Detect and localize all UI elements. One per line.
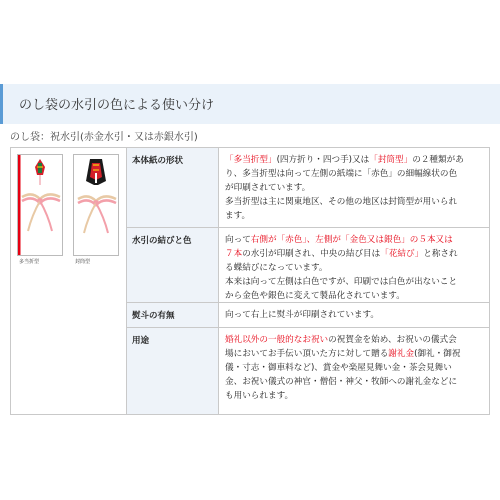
body-text: 本来は向って左側は白色ですが、印刷では白色が出ないこと <box>225 277 458 287</box>
body-text: も用いられます。 <box>225 391 294 401</box>
page-title: のし袋の水引の色による使い分け <box>19 98 215 113</box>
text-line <box>225 233 483 247</box>
text-line <box>225 209 483 223</box>
text-line <box>225 167 483 181</box>
text-line <box>225 275 483 289</box>
text-line <box>225 333 483 347</box>
row-body-shape <box>219 148 489 228</box>
envelope-tatouori-label: 多当折型 <box>19 259 40 265</box>
body-text: 向って右上に熨斗が印刷されています。 <box>225 310 380 320</box>
highlight-text: ７本 <box>225 249 243 259</box>
text-line <box>225 389 483 403</box>
row-head-noshi: 熨斗の有無 <box>127 303 219 328</box>
body-text: ます。 <box>225 211 251 221</box>
body-text: 向って <box>225 235 251 245</box>
envelope-futou-drawing <box>74 155 118 255</box>
envelope-image-cell <box>11 148 127 414</box>
body-text: の祝賀金を始め、お祝いの儀式会 <box>328 335 457 345</box>
body-text: (御礼・御祝 <box>414 349 461 359</box>
highlight-text: 「花結び」 <box>380 249 424 259</box>
text-line <box>225 153 483 167</box>
body-text: 場においてお手伝い頂いた方に対して贈る <box>225 349 389 359</box>
body-text: る蝶結びになっています。 <box>225 263 328 273</box>
text-line <box>225 261 483 275</box>
text-line <box>225 308 483 322</box>
body-text: 多当折型は主に関東地区、その他の地区は封筒型が用いられ <box>225 197 458 207</box>
highlight-text: 謝礼金 <box>388 349 415 359</box>
body-text: 金、お祝い儀式の神官・僧侶・神父・牧師への謝礼金などに <box>225 377 458 387</box>
highlight-text: 右側が「赤色」、左側が「金色又は銀色」の５本又は <box>250 235 453 245</box>
text-line <box>225 361 483 375</box>
row-head-mizuhiki: 水引の結びと色 <box>127 228 219 303</box>
body-text: と称され <box>423 249 458 259</box>
text-line <box>225 247 483 261</box>
body-text: の２種類があ <box>412 155 464 165</box>
text-line <box>225 289 483 303</box>
envelope-tatouori-image <box>17 154 63 256</box>
info-table <box>10 147 490 415</box>
text-line <box>225 181 483 195</box>
envelope-tatouori-drawing <box>18 155 62 255</box>
row-head-usage: 用途 <box>127 328 219 414</box>
envelope-futou-image <box>73 154 119 256</box>
section-subtitle: のし袋：祝水引(赤金水引・又は赤銀水引) <box>10 132 198 143</box>
body-text: から金色や銀色に変えて製品化されています。 <box>225 291 405 301</box>
body-text: が印刷されています。 <box>225 183 311 193</box>
highlight-text: 「多当折型」 <box>225 155 277 165</box>
text-line <box>225 347 483 361</box>
highlight-text: 「封筒型」 <box>369 155 413 165</box>
row-head-shape: 本体紙の形状 <box>127 148 219 228</box>
body-text: 儀・寸志・御車料など)、賞金や楽屋見舞い金・茶会見舞い <box>225 363 452 373</box>
row-body-noshi <box>219 303 489 328</box>
highlight-text: 婚礼以外の一般的なお祝い <box>225 335 329 345</box>
envelope-futou-label: 封筒型 <box>75 259 91 265</box>
text-line <box>225 195 483 209</box>
text-line <box>225 375 483 389</box>
body-text: り、多当折型は向って左側の紙端に「赤色」の細幅線状の色 <box>225 169 458 179</box>
row-body-usage <box>219 328 489 414</box>
body-text: (四方折り・四つ手)又は <box>276 155 370 165</box>
row-body-mizuhiki <box>219 228 489 303</box>
section-header <box>0 84 500 124</box>
body-text: の水引が印刷され、中央の結び目は <box>242 249 381 259</box>
